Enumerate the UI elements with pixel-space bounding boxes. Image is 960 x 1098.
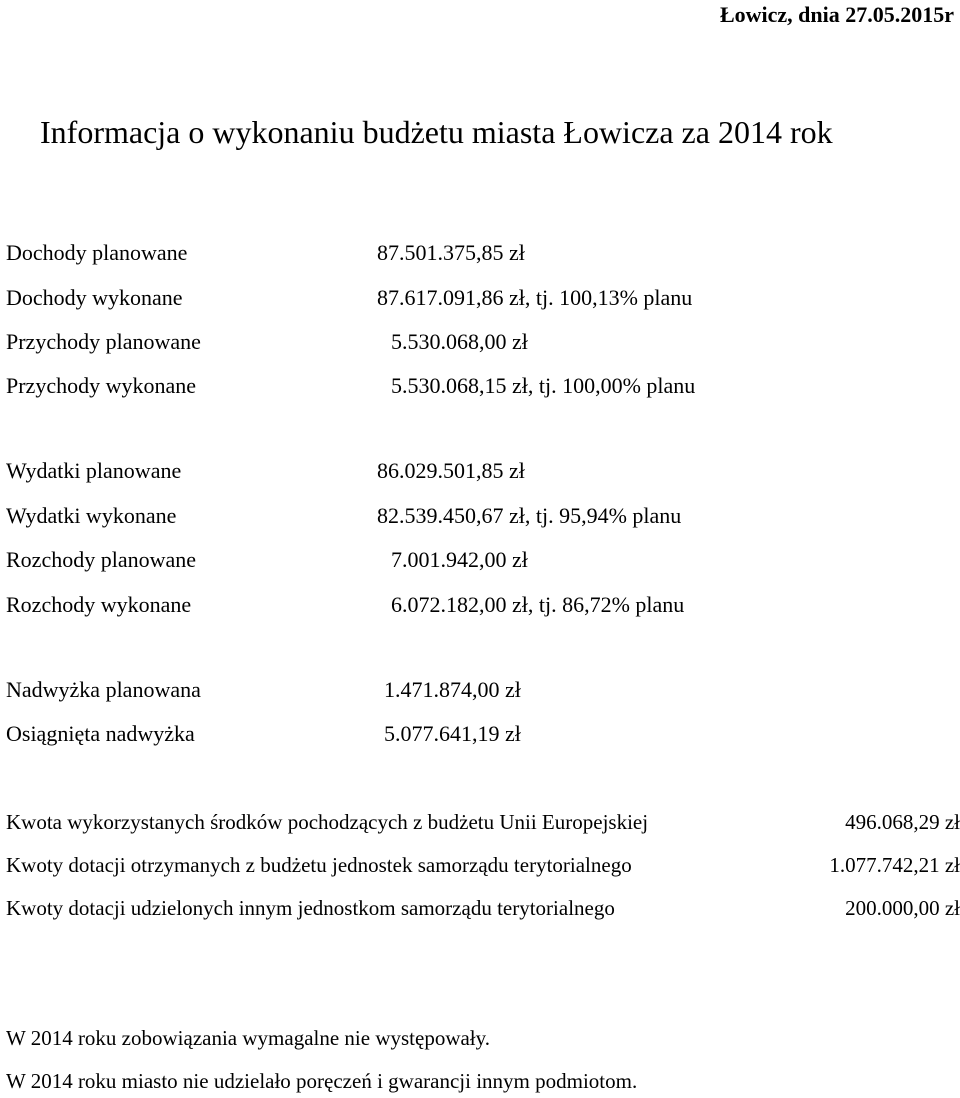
outflows-planned-label: Rozchody planowane: [6, 547, 196, 572]
outflows-executed-value: 6.072.182,00 zł, tj. 86,72% planu: [391, 592, 685, 617]
income-planned-value: 87.501.375,85 zł: [377, 240, 525, 265]
revenue-planned-value: 5.530.068,00 zł: [391, 329, 528, 354]
outflows-planned-value: 7.001.942,00 zł: [391, 547, 528, 572]
note-guarantees: W 2014 roku miasto nie udzielało poręczeń i gwarancji innym podmiotom.: [6, 1069, 638, 1093]
surplus-planned-label: Nadwyżka planowana: [6, 677, 201, 702]
expenses-executed-label: Wydatki wykonane: [6, 503, 177, 528]
outflows-executed-label: Rozchody wykonane: [6, 592, 192, 617]
subsidies-received-value: 1.077.742,21 zł: [829, 853, 960, 877]
note-liabilities: W 2014 roku zobowiązania wymagalne nie występowały.: [6, 1026, 491, 1050]
surplus-achieved-value: 5.077.641,19 zł: [384, 721, 521, 746]
document-date: Łowicz, dnia 27.05.2015r: [719, 2, 954, 27]
income-executed-value: 87.617.091,86 zł, tj. 100,13% planu: [377, 285, 693, 310]
eu-funds-label: Kwota wykorzystanych środków pochodzących z budżetu Unii Europejskiej: [6, 810, 649, 834]
subsidies-received-label: Kwoty dotacji otrzymanych z budżetu jednostek samorządu terytorialnego: [6, 853, 632, 877]
expenses-planned-value: 86.029.501,85 zł: [377, 458, 525, 483]
income-executed-label: Dochody wykonane: [6, 285, 183, 310]
revenue-executed-label: Przychody wykonane: [6, 373, 197, 398]
subsidies-granted-label: Kwoty dotacji udzielonych innym jednostkom samorządu terytorialnego: [6, 896, 615, 920]
expenses-executed-value: 82.539.450,67 zł, tj. 95,94% planu: [377, 503, 682, 528]
surplus-planned-value: 1.471.874,00 zł: [384, 677, 521, 702]
surplus-achieved-label: Osiągnięta nadwyżka: [6, 721, 195, 746]
subsidies-granted-value: 200.000,00 zł: [845, 896, 960, 920]
revenue-planned-label: Przychody planowane: [6, 329, 201, 354]
revenue-executed-value: 5.530.068,15 zł, tj. 100,00% planu: [391, 373, 696, 398]
document-title: Informacja o wykonaniu budżetu miasta Łowicza za 2014 rok: [40, 114, 833, 150]
eu-funds-value: 496.068,29 zł: [845, 810, 960, 834]
income-planned-label: Dochody planowane: [6, 240, 188, 265]
expenses-planned-label: Wydatki planowane: [6, 458, 182, 483]
